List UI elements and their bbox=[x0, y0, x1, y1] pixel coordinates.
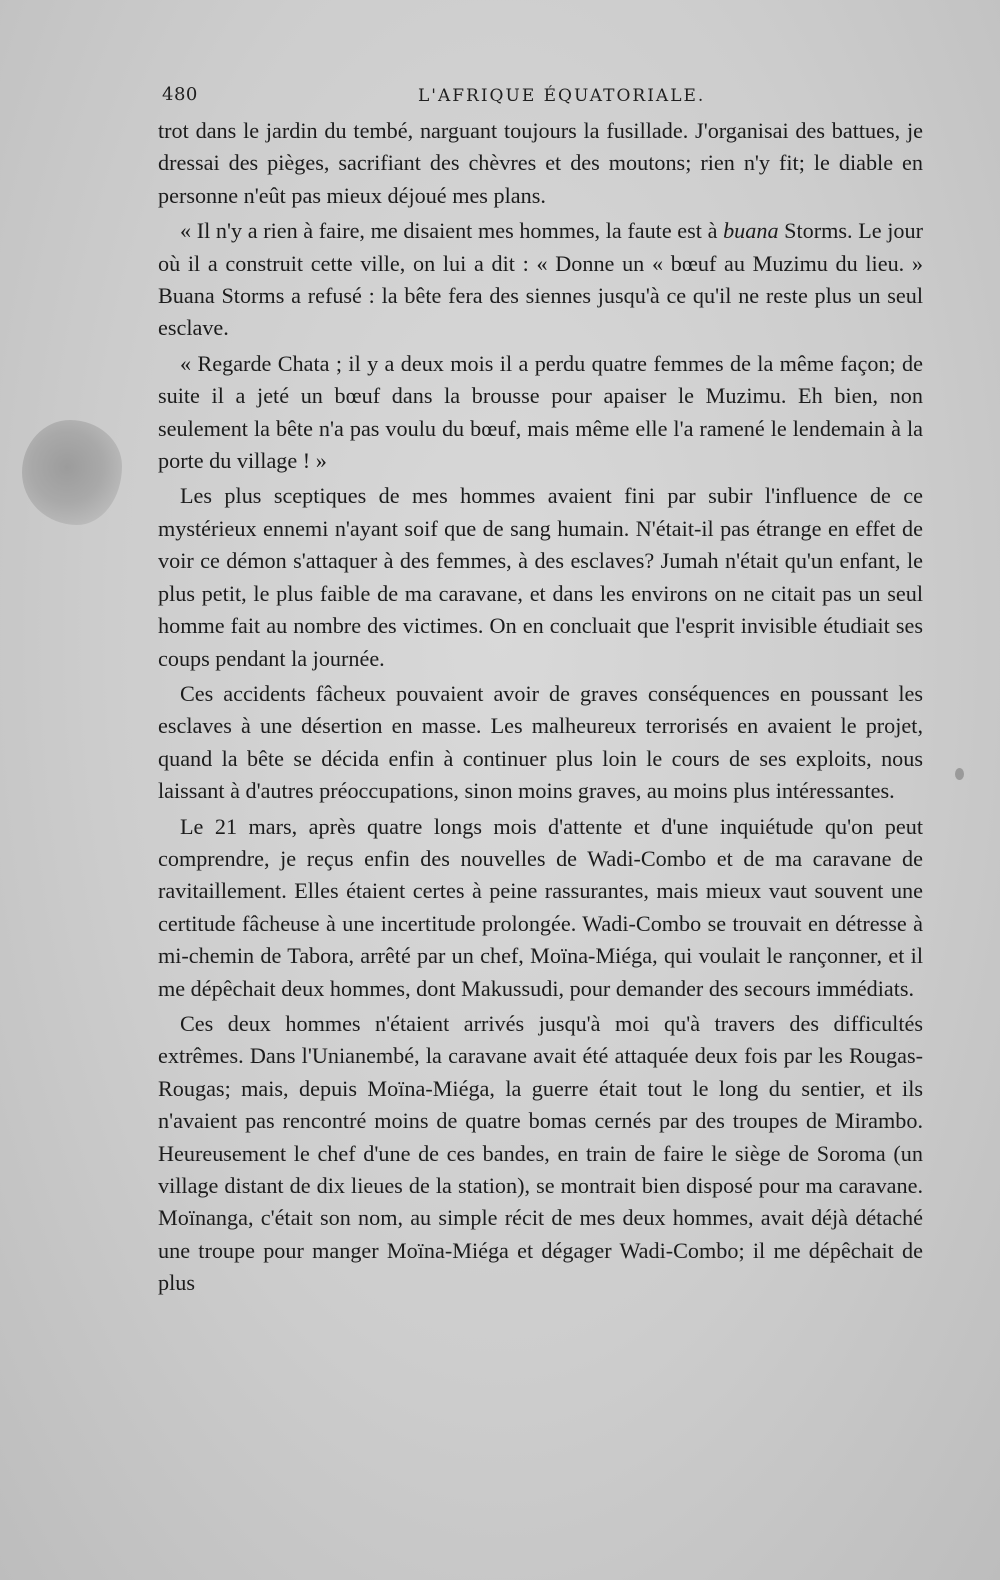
paragraph-1: trot dans le jardin du tembé, narguant toujours la fusillade. J'organisai des battues, je dressai des pièges, sacrifiant des chèvres et des moutons; rien n'y fit; le diable en personne n'eût pas mieux déjoué mes plans. bbox=[158, 118, 923, 208]
italic-term: buana bbox=[723, 218, 779, 244]
page-header bbox=[158, 84, 928, 114]
paragraph-2: « Il n'y a rien à faire, me disaient mes hommes, la faute est à buana Storms. Le jour où il a construit cette ville, on lui a dit : « Donne un « bœuf au Muzimu du lieu. » Buana Storms a refusé : la bête fera des siennes jusqu'à ce qu'il ne reste plus un seul esclave. bbox=[158, 218, 923, 341]
paper-stain bbox=[22, 420, 122, 525]
running-title: L'AFRIQUE ÉQUATORIALE. bbox=[418, 86, 706, 106]
page-number: 480 bbox=[162, 84, 198, 105]
paragraph-7: Ces deux hommes n'étaient arrivés jusqu'à moi qu'à travers des difficultés extrêmes. Dans l'Unianembé, la caravane avait été attaquée deux fois par les Rougas-Rougas; mais, depuis Moïna-Miéga, la guerre était tout le long du sentier, et ils n'avaient pas rencontré moins de quatre bomas cernés par des troupes de Mirambo. Heureusement le chef d'une de ces bandes, en train de faire le siège de Soroma (un village distant de dix lieues de la station), se montrait bien disposé pour ma caravane. Moïnanga, c'était son nom, au simple récit de mes deux hommes, avait déjà détaché une troupe pour manger Moïna-Miéga et dégager Wadi-Combo; il me dépêchait de plus bbox=[158, 1010, 923, 1296]
paper-speck bbox=[955, 768, 964, 780]
paragraph-6: Le 21 mars, après quatre longs mois d'attente et d'une inquiétude qu'on peut comprendre, je reçus enfin des nouvelles de Wadi-Combo et de ma caravane de ravitaillement. Elles étaient certes à peine rassurantes, mais mieux vaut souvent une certitude fâcheuse à une incertitude prolongée. Wadi-Combo se trouvait en détresse à mi-chemin de Tabora, arrêté par un chef, Moïna-Miéga, qui voulait le rançonner, et il me dépêchait deux hommes, dont Makussudi, pour demander des secours immédiats. bbox=[158, 813, 923, 1001]
body-text bbox=[158, 115, 923, 1300]
paragraph-4: Les plus sceptiques de mes hommes avaient fini par subir l'influence de ce mystérieux ennemi n'ayant soif que de sang humain. N'était-il pas étrange en effet de voir ce démon s'attaquer à des femmes, à des esclaves? Jumah n'était qu'un enfant, le plus petit, le plus faible de ma caravane, et dans les environs on ne citait pas un seul homme fait au nombre des victimes. On en concluait que l'esprit invisible étudiait ses coups pendant la journée. bbox=[158, 483, 923, 671]
paragraph-5: Ces accidents fâcheux pouvaient avoir de graves conséquences en poussant les esclaves à une désertion en masse. Les malheureux terrorisés en avaient le projet, quand la bête se décida enfin à continuer plus loin le cours de ses exploits, nous laissant à d'autres préoccupations, sinon moins graves, au moins plus intéressantes. bbox=[158, 680, 923, 804]
paragraph-3: « Regarde Chata ; il y a deux mois il a perdu quatre femmes de la même façon; de suite il a jeté un bœuf dans la brousse pour apaiser le Muzimu. Eh bien, non seulement la bête n'a pas voulu du bœuf, mais même elle l'a ramené le lendemain à la porte du village ! » bbox=[158, 350, 923, 474]
